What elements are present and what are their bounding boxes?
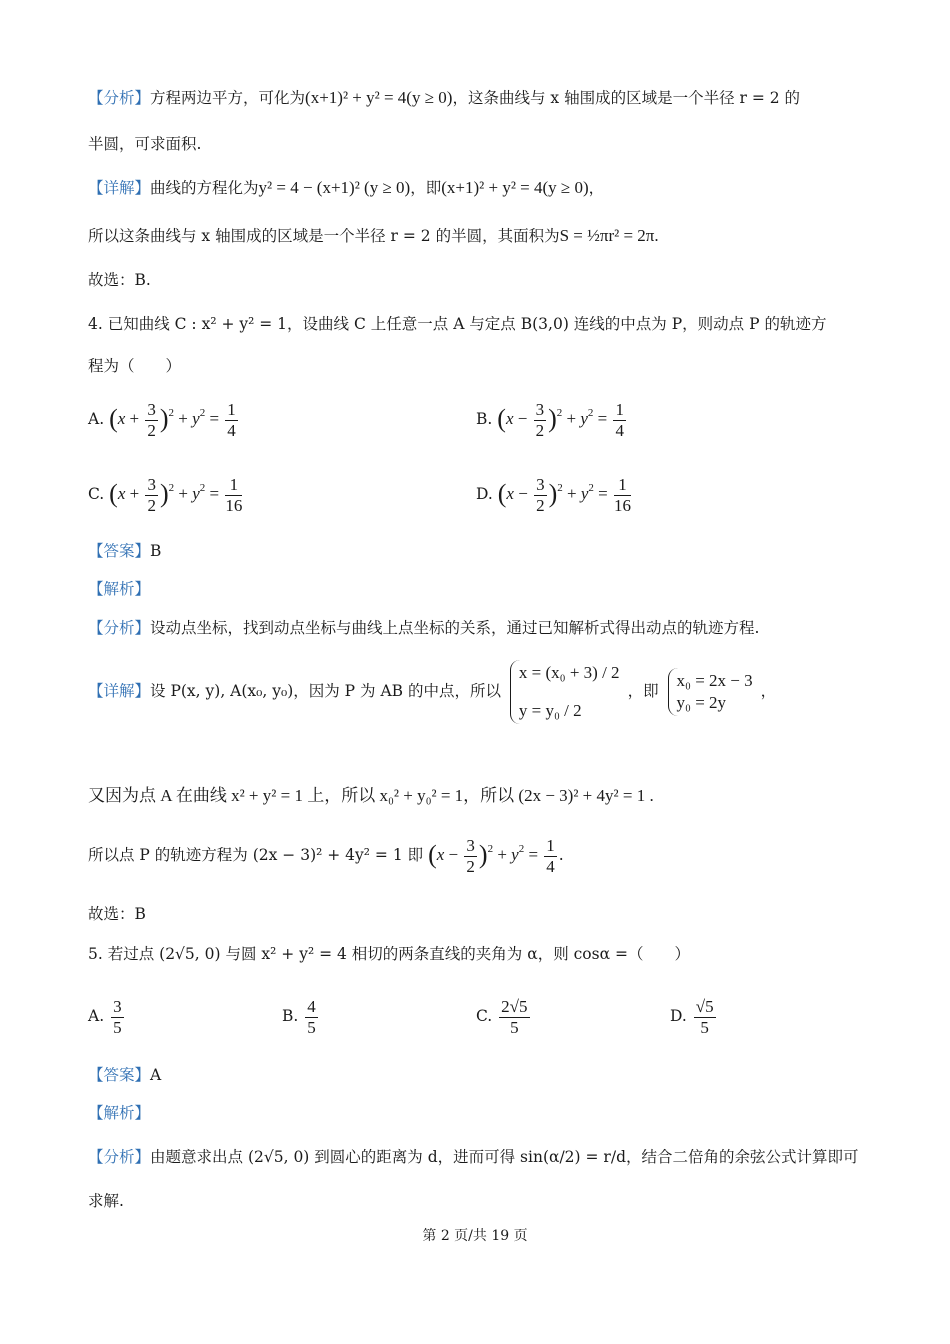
q5-analysis-line1: 【分析】由题意求出点 (2√5, 0) 到圆心的距离为 d，进而可得 sin(α/2) = r/d，结合二倍角的余弦公式计算即可 bbox=[88, 1148, 859, 1166]
q5-answer: 【答案】A bbox=[88, 1066, 162, 1084]
q4-option-c[interactable]: C. (x + $\frac{3}{2}$ )$^2 + y^2$ = $\frac{1}{16}$ bbox=[88, 475, 243, 515]
q5-stem: 5. 若过点 (2√5, 0) 与圆 x² + y² = 4 相切的两条直线的夹角为 α，则 cosα =（ ） bbox=[88, 945, 690, 963]
q4-system-2: x₀ = 2x − 3 y₀ = 2y bbox=[668, 668, 757, 716]
q4-stem-line2: 程为（ ） bbox=[88, 357, 182, 375]
q3-analysis-line1: 【分析】方程两边平方，可化为(x+1)² + y² = 4(y ≥ 0)，这条曲线与 x 轴围成的区域是一个半径 r = 2 的 bbox=[88, 88, 801, 107]
q5-option-b[interactable]: B. $\frac{4}{5}$ bbox=[282, 997, 316, 1037]
q4-answer: 【答案】B bbox=[88, 542, 162, 560]
q5-explanation-tag: 【解析】 bbox=[88, 1104, 151, 1122]
q4-option-a[interactable]: A. (x + $\frac{3}{2}$ )$^2 + y^2$ = $\frac{1}{4}$ bbox=[88, 400, 236, 440]
q5-analysis-line2: 求解. bbox=[88, 1192, 124, 1210]
q4-option-b[interactable]: B. (x − $\frac{3}{2}$ )$^2 + y^2$ = $\frac{1}{4}$ bbox=[476, 400, 624, 440]
q3-analysis-equation: (x+1)² + y² = 4(y ≥ 0) bbox=[305, 88, 453, 107]
answer-tag: 【答案】 bbox=[88, 542, 151, 560]
q4-detail-line: 【详解】设 P(x, y), A(x₀, y₀)，因为 P 为 AB 的中点，所以 x = (x₀ + 3) / 2 y = y₀ / 2 ，即 x₀ = 2x − 3 y₀ = 2y ， bbox=[88, 660, 776, 724]
q4-line-a: 又因为点 A 在曲线 x² + y² = 1 上，所以 x₀² + y₀² = 1，所以 (2x − 3)² + 4y² = 1 . bbox=[88, 786, 654, 805]
q3-detail-eq2: (x+1)² + y² = 4(y ≥ 0) bbox=[441, 178, 589, 197]
page-footer: 第 2 页/共 19 页 bbox=[422, 1228, 528, 1244]
q3-choice: 故选：B. bbox=[88, 271, 151, 289]
q4-analysis: 【分析】设动点坐标，找到动点坐标与曲线上点坐标的关系，通过已知解析式得出动点的轨迹方程. bbox=[88, 619, 760, 637]
detail-tag: 【详解】 bbox=[88, 179, 151, 197]
q4-choice: 故选：B bbox=[88, 905, 146, 923]
q4-system-1: x = (x₀ + 3) / 2 y = y₀ / 2 bbox=[510, 660, 624, 724]
analysis-tag: 【分析】 bbox=[88, 89, 151, 107]
q5-option-a[interactable]: A. $\frac{3}{5}$ bbox=[88, 997, 122, 1037]
q3-detail-line1: 【详解】曲线的方程化为y² = 4 − (x+1)² (y ≥ 0)，即(x+1)² + y² = 4(y ≥ 0)， bbox=[88, 178, 605, 197]
q3-area-equation: S = ½πr² = 2π. bbox=[559, 226, 659, 245]
q3-detail-eq1: y² = 4 − (x+1)² (y ≥ 0) bbox=[258, 178, 411, 197]
q3-analysis-line2: 半圆，可求面积. bbox=[88, 135, 202, 153]
q3-detail-line2: 所以这条曲线与 x 轴围成的区域是一个半径 r = 2 的半圆，其面积为S = ½πr² = 2π. bbox=[88, 226, 659, 245]
q4-stem-line1: 4. 已知曲线 C : x² + y² = 1，设曲线 C 上任意一点 A 与定点 B(3,0) 连线的中点为 P，则动点 P 的轨迹方 bbox=[88, 315, 827, 333]
q5-option-d[interactable]: D. $\frac{√5}{5}$ bbox=[670, 997, 714, 1037]
q4-explanation-tag: 【解析】 bbox=[88, 580, 151, 598]
q4-option-d[interactable]: D. (x − $\frac{3}{2}$ )$^2 + y^2$ = $\frac{1}{16}$ bbox=[476, 475, 631, 515]
q5-option-c[interactable]: C. $\frac{2√5}{5}$ bbox=[476, 997, 528, 1037]
q4-line-b: 所以点 P 的轨迹方程为 (2x − 3)² + 4y² = 1 即 (x − $\frac{3}{2}$ )$^2 + y^2$ = $\frac{1}{4}$ . bbox=[88, 836, 564, 876]
